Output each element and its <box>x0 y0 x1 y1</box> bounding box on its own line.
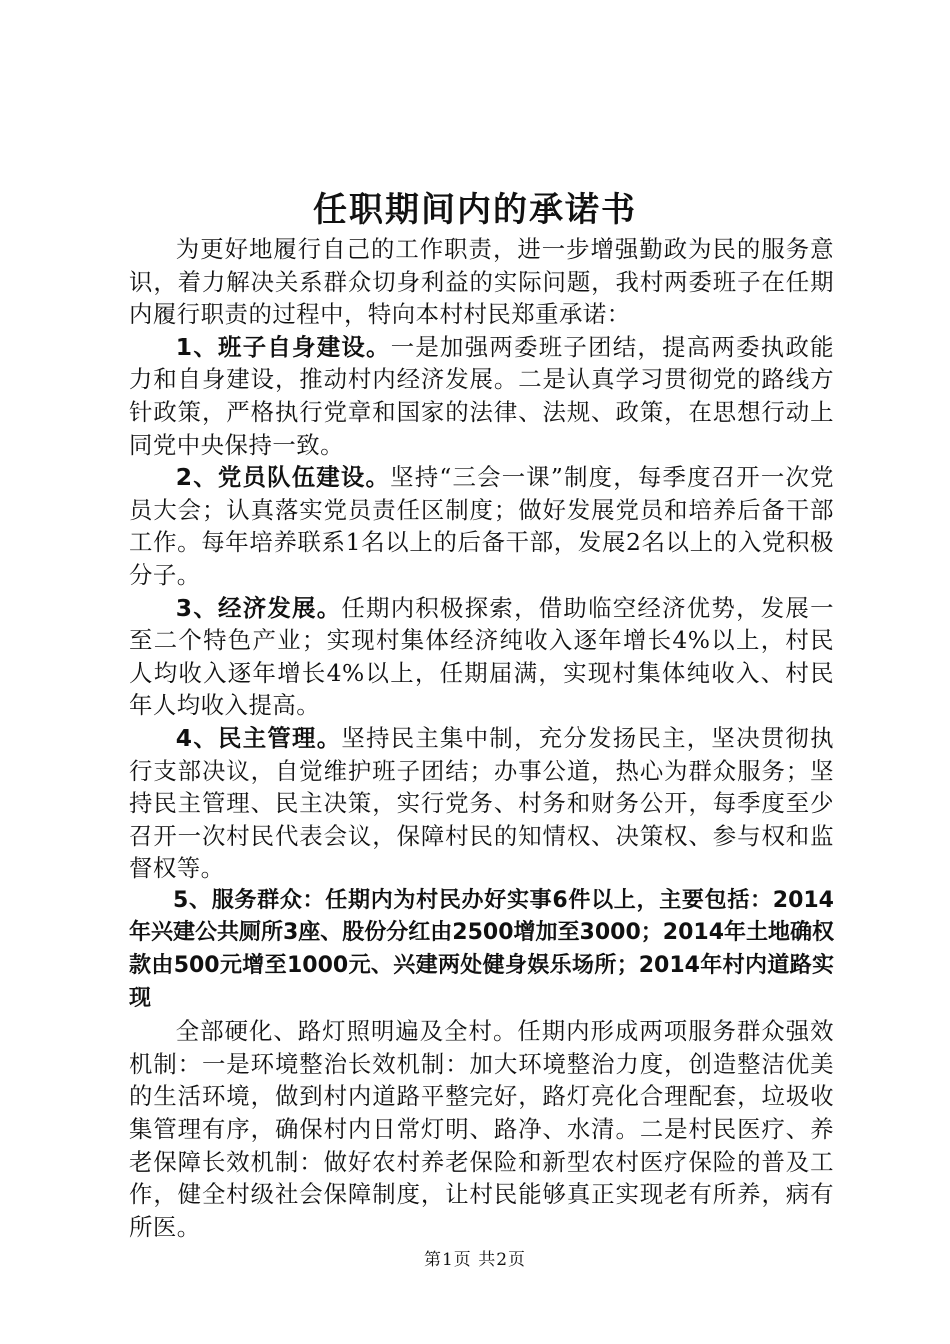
item-paragraph-1 <box>129 331 834 461</box>
item-text-3: 任期内积极探索，借助临空经济优势，发展一至二个特色产业；实现村集体经济纯收入逐年增长4%以上，村民人均收入逐年增长4%以上，任期届满，实现村集体纯收入、村民年人均收入提高。 <box>129 593 834 720</box>
item-heading-2: 2、党员队伍建设。 <box>175 463 391 492</box>
document-body <box>129 233 834 1243</box>
item-text-1: 一是加强两委班子团结，提高两委执政能力和自身建设，推动村内经济发展。二是认真学习贯彻党的路线方针政策，严格执行党章和国家的法律、法规、政策，在思想行动上同党中央保持一致。 <box>129 332 834 459</box>
item-paragraph-4 <box>129 722 834 885</box>
intro-paragraph: 为更好地履行自己的工作职责，进一步增强勤政为民的服务意识，着力解决关系群众切身利益的实际问题，我村两委班子在任期内履行职责的过程中，特向本村村民郑重承诺： <box>129 235 834 329</box>
item-heading-1: 1、班子自身建设。 <box>175 332 391 361</box>
item-heading-3: 3、经济发展。 <box>175 593 342 622</box>
item-text-2: 坚持“三会一课”制度，每季度召开一次党员大会；认真落实党员责任区制度；做好发展党员和培养后备干部工作。每年培养联系1名以上的后备干部，发展2名以上的入党积极分子。 <box>129 463 834 589</box>
item-paragraph-5: 5、服务群众：任期内为村民办好实事6件以上，主要包括：2014年兴建公共厕所3座、股份分红由2500增加至3000；2014年土地确权款由500元增至1000元、兴建两处健身娱乐场所；2014年村内道路实现 <box>129 887 835 1011</box>
item-paragraph-3 <box>129 592 834 722</box>
item-paragraph-2 <box>129 461 834 591</box>
item-heading-4: 4、民主管理。 <box>175 723 342 752</box>
document-title: 任职期间内的承诺书 <box>313 190 637 230</box>
continuation-paragraph: 全部硬化、路灯照明遍及全村。任期内形成两项服务群众强效机制：一是环境整治长效机制：加大环境整治力度，创造整洁优美的生活环境，做到村内道路平整完好，路灯亮化合理配套，垃圾收集管理有序，确保村内日常灯明、路净、水清。二是村民医疗、养老保障长效机制：做好农村养老保险和新型农村医疗保险的普及工作，健全村级社会保障制度，让村民能够真正实现老有所养，病有所医。 <box>129 1017 834 1241</box>
item-text-4: 坚持民主集中制，充分发扬民主，坚决贯彻执行支部决议，自觉维护班子团结；办事公道，热心为群众服务；坚持民主管理、民主决策，实行党务、村务和财务公开，每季度至少召开一次村民代表会议，保障村民的知情权、决策权、参与权和监督权等。 <box>129 723 834 883</box>
page-footer: 第1页 共2页 <box>423 1250 527 1270</box>
